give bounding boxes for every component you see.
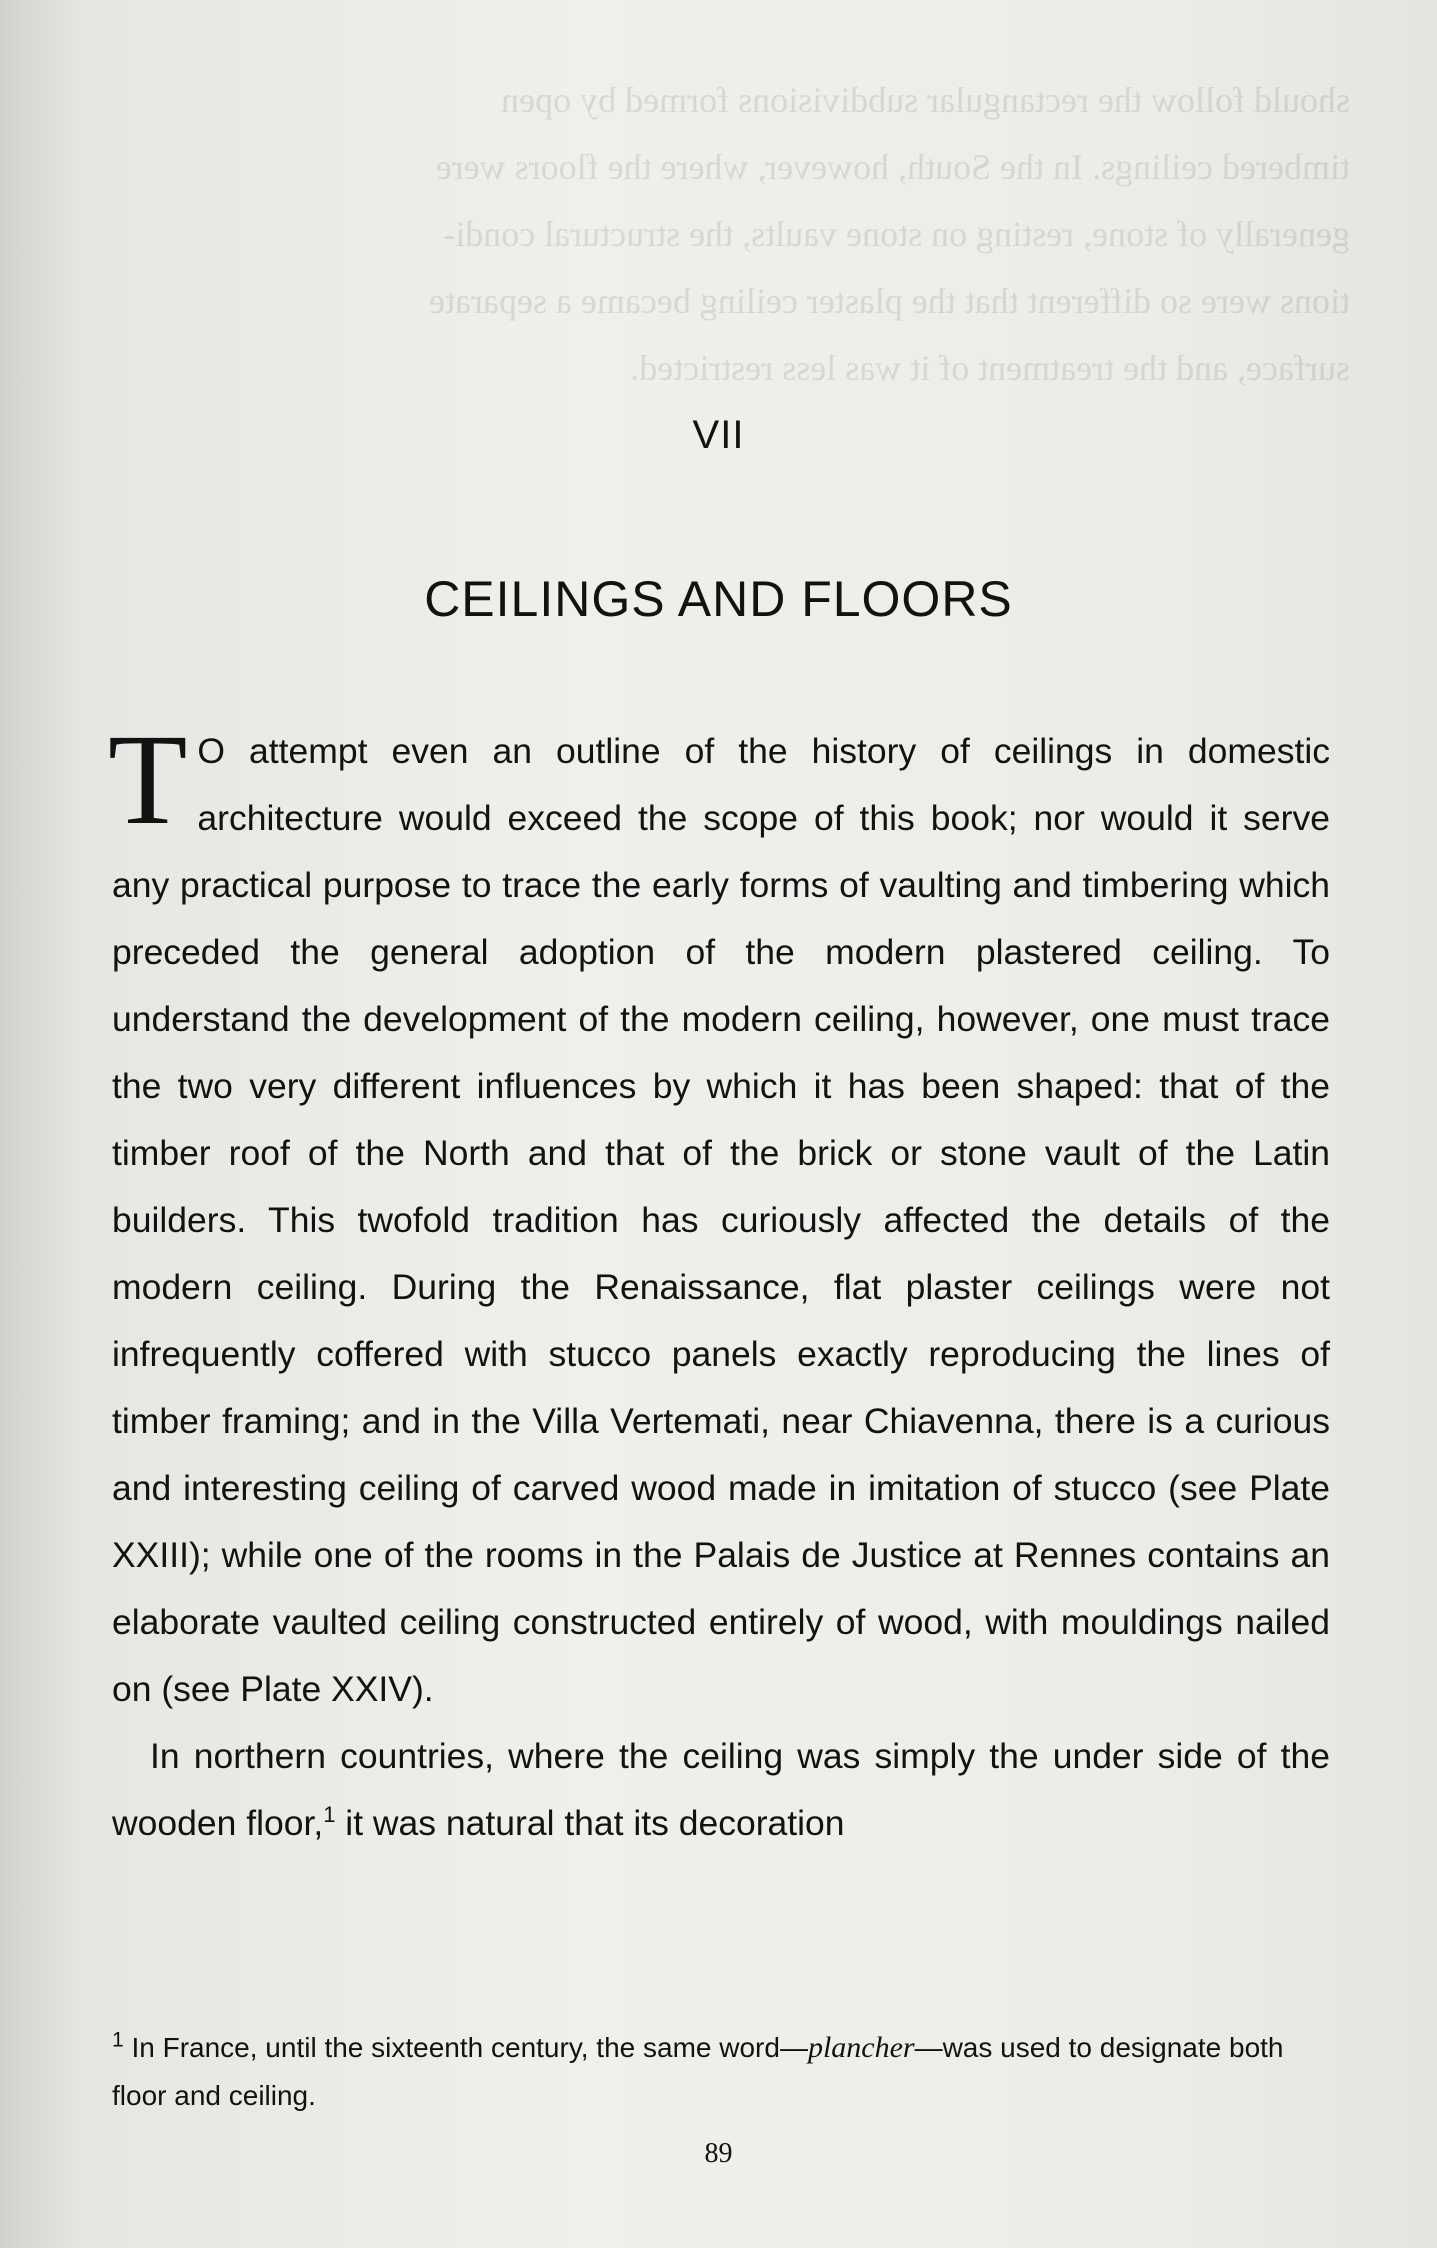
footnote-reference: 1 [323,1802,336,1828]
footnote-mark: 1 [112,2028,124,2052]
chapter-number: VII [692,413,745,457]
paragraph-2-text-before-ref: In northern countries, where the ceiling was simply the under side of the wooden floor, [112,1736,1330,1843]
paragraph-1-text: O attempt even an outline of the history of ceilings in domestic architecture would exceed the scope of this book; nor would it serve any practical purpose to trace the early forms of vaulting and timbering which preceded the general adoption of the modern plastered ceiling. To understand the development of the modern ceiling, however, one must trace the two very different influences by which it has been shaped: that of the timber roof of the North and that of the brick or stone vault of the Latin builders. This twofold tradition has curiously affected the details of the modern ceiling. During the Renaissance, flat plaster ceilings were not infrequently coffered with stucco panels exactly reproducing the lines of timber framing; and in the Villa Vertemati, near Chiavenna, there is a curious and interesting ceiling of carved wood made in imitation of stucco (see Plate XXIII); while one of the rooms in the Palais de Justice at Rennes contains an elaborate vaulted ceiling constructed entirely of wood, with mouldings nailed on (see Plate XXIV). [112,731,1330,1709]
chapter-title: CEILINGS AND FLOORS [424,571,1013,627]
footnote-term: plancher [807,2031,915,2064]
footnote-text-after: —was used to designate both floor and ceiling. [112,2032,1284,2111]
body-text [108,708,1330,1857]
page-number: 89 [704,2138,733,2169]
bleed-through-text: should follow the rectangular subdivisions formed by open timbered ceilings. In the South, however, where the floors were generally of stone, resting on stone vaults, the structural condi- tions were so different that the plaster ceiling became a separate surface, and the treatment of it was less restricted. [429,80,1350,388]
paragraph-2 [112,1723,1330,1857]
paragraph-2-text-after-ref: it was natural that its decoration [335,1803,845,1843]
paragraph-1 [108,708,1330,1723]
footnote [112,2024,1330,2120]
footnote-text-before: In France, until the sixteenth century, the same word— [123,2032,808,2063]
drop-cap: T [108,708,188,852]
